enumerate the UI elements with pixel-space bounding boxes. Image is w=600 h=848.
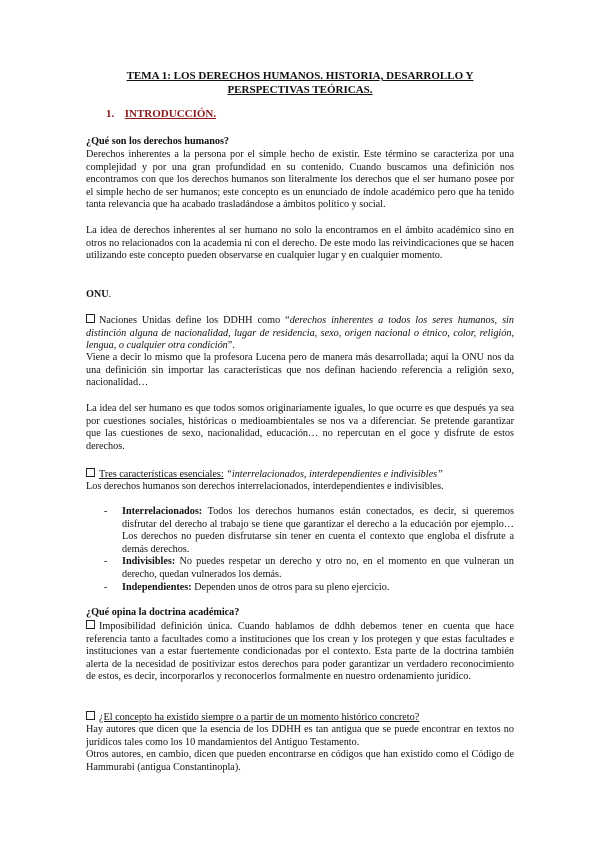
- item-text: Dependen unos de otros para su pleno ejercicio.: [191, 581, 390, 593]
- paragraph-history-2: Otros autores, en cambio, dicen que pueden encontrarse en códigos que han existido como el Código de Hammurabi (antigua Constantinopla).: [86, 749, 514, 773]
- characteristics-list: [104, 506, 514, 594]
- paragraph-inherent-idea: La idea de derechos inherentes al ser humano no solo la encontramos en el ámbito académico sino en otros no relacionados con la academia ni con el derecho. De este modo las reivindicaciones que se hacen utilizando este concepto pueden observarse en cualquier lugar y en cualquier momento.: [86, 225, 514, 262]
- paragraph-history-1: Hay autores que dicen que la esencia de los DDHH es tan antigua que se puede encontrar en textos no jurídicos tales como los 10 mandamientos del Antiguo Testamento.: [86, 724, 514, 748]
- onu-label-tail: .: [108, 289, 112, 300]
- item-text: Todos los derechos humanos están conectados, es decir, si queremos disfrutar del derecho al trabajo se tiene que garantizar el derecho a la educación por ejemplo… Los derechos no pueden disfrutarse sin tener en cuenta el contexto que engloba el disfrute a demás derechos.: [122, 506, 514, 555]
- onu-quote-end: ”.: [227, 340, 235, 352]
- list-item: - Interrelacionados: Todos los derechos humanos están conectados, es decir, si queremos disfrutar del derecho al trabajo se tiene que garantizar el derecho a la educación por ejemplo… Los derechos no pueden disfrutarse sin tener en cuenta el contexto que engloba el disfrute a demás derechos.: [104, 506, 514, 555]
- characteristics-label: Tres características esenciales:: [99, 469, 224, 480]
- item-term: Interrelacionados:: [122, 506, 203, 517]
- paragraph-definition: Derechos inherentes a la persona por el simple hecho de existir. Este término se caracteriza por una complejidad y por una gran profundidad en su contenido. Cuando buscamos una definición nos encontramos con que los derechos humanos son literalmente los derechos que el ser humano posee por el simple hecho de ser humanos; este concepto es un enunciado de índole académico pero que ha tenido tanta relevancia que ha acabado trasladándose a ámbitos político y social.: [86, 149, 514, 211]
- question-what-are-human-rights: ¿Qué son los derechos humanos?: [86, 136, 230, 147]
- paragraph-doctrine: [86, 620, 514, 684]
- section-heading: [106, 108, 216, 120]
- checkbox-bullet-icon: [86, 711, 95, 720]
- checkbox-bullet-icon: [86, 620, 95, 629]
- paragraph-onu-definition: [86, 314, 514, 353]
- history-question-text: ¿El concepto ha existido siempre o a partir de un momento histórico concreto?: [99, 712, 420, 723]
- onu-quote: derechos inherentes a todos los seres humanos, sin distinción alguna de nacionalidad, lugar de residencia, sexo, origen nacional o étnico, color, religión, lengua, o cualquier otra condición: [86, 315, 514, 352]
- list-item: - Independientes: Dependen unos de otros para su pleno ejercicio.: [104, 581, 390, 593]
- question-history: [86, 711, 514, 725]
- checkbox-bullet-icon: [86, 468, 95, 477]
- characteristics-intro: Los derechos humanos son derechos interrelacionados, interdependientes e indivisibles.: [86, 481, 444, 492]
- item-text: No puedes respetar un derecho y otro no, en el momento en que vulneran un derecho, quedan vulnerados los demás.: [122, 556, 514, 580]
- section-number: 1.: [106, 108, 115, 120]
- question-doctrine: ¿Qué opina la doctrina académica?: [86, 607, 240, 618]
- paragraph-onu-explanation: Viene a decir lo mismo que la profesora Lucena pero de manera más desarrollada; aquí la ONU nos da una definición sin importar las características que nos definan haciendo referencia a religión sexo, nacionalidad…: [86, 352, 514, 389]
- section-label: INTRODUCCIÓN.: [124, 108, 217, 120]
- checkbox-bullet-icon: [86, 314, 95, 323]
- onu-heading: [86, 289, 514, 302]
- onu-label: ONU: [86, 289, 109, 300]
- item-term: Independientes:: [122, 581, 192, 593]
- list-item: - Indivisibles: No puedes respetar un derecho y otro no, en el momento en que vulneran un derecho, quedan vulnerados los demás.: [104, 556, 514, 580]
- item-term: Indivisibles:: [122, 556, 176, 568]
- doctrine-text: Imposibilidad definición única. Cuando hablamos de ddhh debemos tener en cuenta que hace referencia tanto a facultades como a instituciones que los crean y los protegen y que estas facultades e instituciones van a estar fuertemente condicionadas por el contexto. Esta parte de la doctrina también alerta de la necesidad de positivizar estos derechos para poder garantizar un verdadero reconocimiento de estos, es decir, incorporarlos y reconocerlos formalmente en nuestro ordenamiento jurídico.: [86, 621, 514, 683]
- document-title: TEMA 1: LOS DERECHOS HUMANOS. HISTORIA, DESARROLLO Y PERSPECTIVAS TEÓRICAS.: [126, 70, 474, 96]
- characteristics-heading: [86, 468, 514, 482]
- paragraph-equality: La idea del ser humano es que todos somos originariamente iguales, lo que ocurre es que después ya sea por cuestiones sociales, históricas o medioambientales se nos va a diferenciar. Se pretende garantizar que las cuestiones de sexo, nacionalidad, educación… no repercutan en el goce y disfrute de estos derechos.: [86, 403, 514, 452]
- onu-lead: Naciones Unidas define los DDHH como “: [99, 315, 290, 326]
- characteristics-quote: “interrelacionados, interdependientes e indivisibles”: [226, 469, 443, 480]
